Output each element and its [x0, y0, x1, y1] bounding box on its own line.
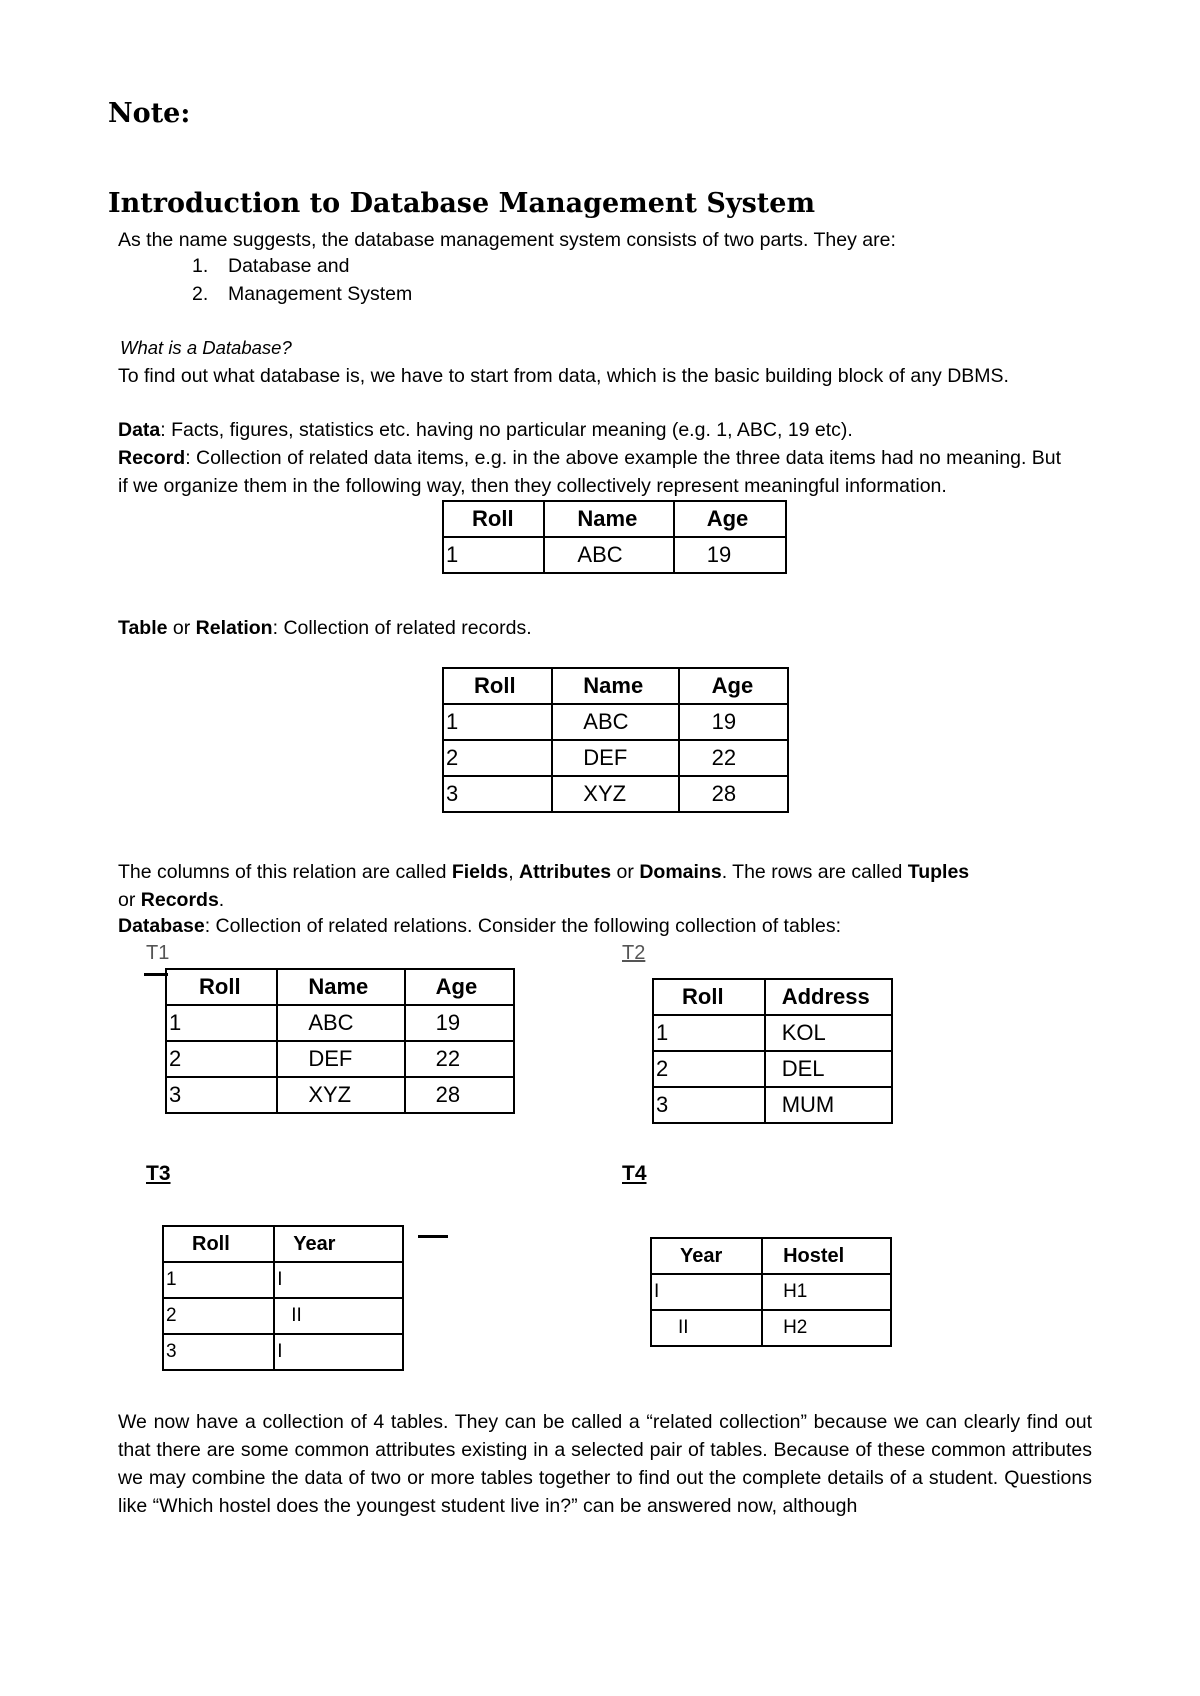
- columns-definition-cont: [118, 886, 224, 914]
- table-row: [163, 1298, 403, 1334]
- table-row: [166, 1077, 514, 1113]
- column-header: Name: [544, 501, 673, 537]
- table-definition: [118, 614, 532, 642]
- term: Database: [118, 915, 205, 937]
- table-cell: ABC: [277, 1005, 404, 1041]
- column-header: Year: [651, 1238, 762, 1274]
- table-label-t3: T3: [146, 1162, 171, 1185]
- intro-text: As the name suggests, the database management system consists of two parts. They are:: [118, 229, 896, 251]
- table-row: [651, 1274, 891, 1310]
- text-segment: or: [118, 889, 141, 911]
- term: Data: [118, 419, 161, 441]
- table-row: [443, 704, 788, 740]
- table-row: [653, 1015, 892, 1051]
- table-cell: H1: [762, 1274, 891, 1310]
- table-cell: DEF: [552, 740, 678, 776]
- record-table: [442, 500, 787, 574]
- list-item: [192, 280, 412, 308]
- definition-text: : Facts, figures, statistics etc. having no particular meaning (e.g. 1, ABC, 19 etc).: [160, 419, 853, 441]
- table-header-row: [443, 501, 786, 537]
- table-t2: [652, 978, 893, 1124]
- table-header-row: [166, 969, 514, 1005]
- list-text: Management System: [228, 283, 413, 305]
- list-item: [192, 252, 349, 280]
- table-t3: [162, 1225, 404, 1371]
- table-header-row: [651, 1238, 891, 1274]
- table-row: [163, 1262, 403, 1298]
- column-header: Roll: [166, 969, 277, 1005]
- table-row: [163, 1334, 403, 1370]
- term: Fields: [451, 861, 509, 883]
- term: Tuples: [907, 861, 970, 883]
- database-definition: [118, 912, 841, 940]
- term: Domains: [639, 861, 722, 883]
- table-cell: 1: [653, 1015, 765, 1051]
- relation-table: [442, 667, 789, 813]
- table-cell: 2: [443, 740, 552, 776]
- text-segment: .: [218, 889, 225, 911]
- table-cell: 22: [405, 1041, 514, 1077]
- table-row: [651, 1310, 891, 1346]
- column-header: Address: [765, 979, 892, 1015]
- term: Record: [118, 447, 186, 469]
- note-heading: Note:: [108, 98, 191, 129]
- definition-text: : Collection of related data items, e.g. in the above example the three data items had no meaning. But: [185, 447, 1062, 469]
- table-cell: 1: [443, 704, 552, 740]
- text-segment: The columns of this relation are called: [118, 861, 452, 883]
- table-cell: I: [274, 1334, 403, 1370]
- table-t4: [650, 1237, 892, 1347]
- table-cell: 3: [443, 776, 552, 812]
- table-cell: 22: [679, 740, 788, 776]
- table-cell: I: [274, 1262, 403, 1298]
- table-cell: 28: [405, 1077, 514, 1113]
- connector-text: or: [167, 617, 196, 639]
- table-header-row: [163, 1226, 403, 1262]
- divider-mark: [418, 1235, 448, 1238]
- table-cell: 2: [163, 1298, 274, 1334]
- table-cell: MUM: [765, 1087, 892, 1123]
- column-header: Hostel: [762, 1238, 891, 1274]
- table-cell: XYZ: [552, 776, 678, 812]
- table-row: [653, 1051, 892, 1087]
- table-cell: 3: [653, 1087, 765, 1123]
- table-label-t4: T4: [622, 1162, 647, 1185]
- table-row: [166, 1005, 514, 1041]
- table-cell: 3: [166, 1077, 277, 1113]
- table-label-t1: T1: [146, 942, 170, 964]
- list-text: Database and: [228, 255, 350, 277]
- column-header: Age: [674, 501, 786, 537]
- column-header: Roll: [443, 668, 552, 704]
- table-row: [653, 1087, 892, 1123]
- table-cell: 28: [679, 776, 788, 812]
- column-header: Roll: [653, 979, 765, 1015]
- table-cell: 1: [166, 1005, 277, 1041]
- column-header: Age: [405, 969, 514, 1005]
- text-segment: ,: [508, 861, 520, 883]
- column-header: Name: [277, 969, 404, 1005]
- list-number: 2.: [192, 283, 209, 305]
- question-heading: What is a Database?: [120, 337, 292, 358]
- column-header: Year: [274, 1226, 403, 1262]
- table-cell: 19: [405, 1005, 514, 1041]
- table-t1: [165, 968, 515, 1114]
- table-row: [443, 537, 786, 573]
- term: Attributes: [519, 861, 612, 883]
- table-cell: H2: [762, 1310, 891, 1346]
- table-cell: DEL: [765, 1051, 892, 1087]
- table-label-t2: T2: [622, 942, 646, 964]
- table-cell: 1: [163, 1262, 274, 1298]
- list-number: 1.: [192, 255, 209, 277]
- table-cell: 19: [679, 704, 788, 740]
- table-cell: 3: [163, 1334, 274, 1370]
- table-cell: 2: [653, 1051, 765, 1087]
- columns-definition: [118, 858, 969, 886]
- definition-text: : Collection of related records.: [272, 617, 532, 639]
- page-title: Introduction to Database Management System: [108, 188, 816, 219]
- table-row: [443, 776, 788, 812]
- data-definition: [118, 416, 853, 444]
- table-header-row: [653, 979, 892, 1015]
- column-header: Roll: [163, 1226, 274, 1262]
- table-cell: II: [651, 1310, 762, 1346]
- column-header: Name: [552, 668, 678, 704]
- table-cell: 1: [443, 537, 544, 573]
- table-cell: 2: [166, 1041, 277, 1077]
- table-cell: ABC: [552, 704, 678, 740]
- table-cell: KOL: [765, 1015, 892, 1051]
- term: Table: [118, 617, 168, 639]
- column-header: Roll: [443, 501, 544, 537]
- table-cell: I: [651, 1274, 762, 1310]
- table-cell: II: [274, 1298, 403, 1334]
- term: Records: [140, 889, 219, 911]
- table-cell: DEF: [277, 1041, 404, 1077]
- table-header-row: [443, 668, 788, 704]
- term: Relation: [195, 617, 273, 639]
- table-cell: XYZ: [277, 1077, 404, 1113]
- record-definition-cont: if we organize them in the following way, then they collectively represent meaningful information.: [118, 475, 947, 497]
- table-row: [443, 740, 788, 776]
- definition-text: : Collection of related relations. Consider the following collection of tables:: [204, 915, 841, 937]
- question-text: To find out what database is, we have to start from data, which is the basic building block of any DBMS.: [118, 365, 1009, 387]
- text-segment: or: [611, 861, 640, 883]
- closing-paragraph: We now have a collection of 4 tables. They can be called a “related collection” because we can clearly find out that there are some common attributes existing in a selected pair of tables. Because of these common attributes we may combine the data of two or more tables together to find out the complete details of a student. Questions like “Which hostel does the youngest student live in?” can be answered now, although: [118, 1411, 1092, 1517]
- record-definition: [118, 444, 1061, 472]
- table-cell: 19: [674, 537, 786, 573]
- column-header: Age: [679, 668, 788, 704]
- text-segment: . The rows are called: [721, 861, 908, 883]
- table-cell: ABC: [544, 537, 673, 573]
- table-row: [166, 1041, 514, 1077]
